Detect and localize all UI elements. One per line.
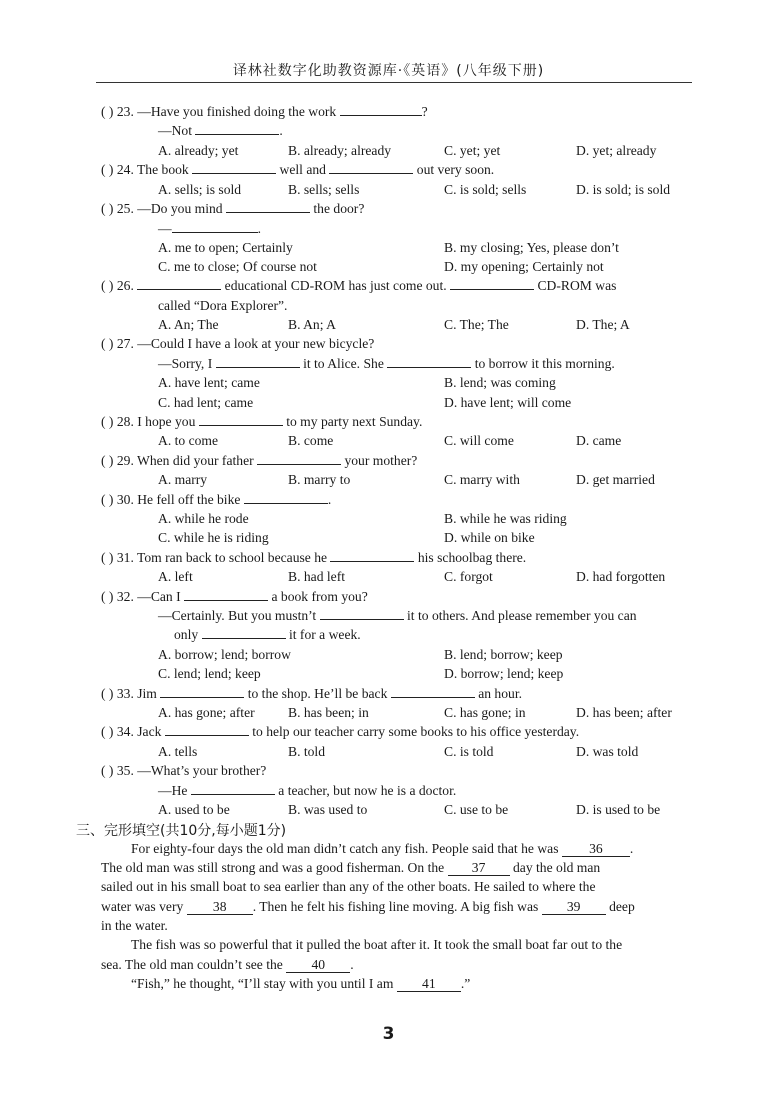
q25-option-c: C. me to close; Of course not (158, 259, 317, 274)
q24-option-a: A. sells; is sold (158, 182, 242, 197)
q35-option-b: B. was used to (288, 802, 368, 817)
q23-option-c: C. yet; yet (444, 143, 501, 158)
blank-37: 37 (448, 861, 510, 876)
q26-option-b: B. An; A (288, 317, 336, 332)
q26-line1: ( ) 26. educational CD-ROM has just come out. CD-ROM was (101, 278, 617, 293)
q26-option-c: C. The; The (444, 317, 509, 332)
q24-option-d: D. is sold; is sold (576, 182, 671, 197)
q35-line1: ( ) 35. —What’s your brother? (101, 763, 267, 778)
q31-option-d: D. had forgotten (576, 569, 666, 584)
q35-option-c: C. use to be (444, 802, 509, 817)
q30-line1: ( ) 30. He fell off the bike . (101, 492, 332, 507)
q35-line2: —He a teacher, but now he is a doctor. (158, 783, 457, 798)
q27-line2: —Sorry, I it to Alice. She to borrow it this morning. (158, 356, 615, 371)
q31-option-a: A. left (158, 569, 193, 584)
q25-option-b: B. my closing; Yes, please don’t (444, 240, 619, 255)
q34-option-b: B. told (288, 744, 326, 759)
q24-option-b: B. sells; sells (288, 182, 360, 197)
q34-option-c: C. is told (444, 744, 494, 759)
q33-option-c: C. has gone; in (444, 705, 526, 720)
q30-option-d: D. while on bike (444, 530, 535, 545)
q29-option-d: D. get married (576, 472, 655, 487)
q31-option-c: C. forgot (444, 569, 493, 584)
q26-option-a: A. An; The (158, 317, 219, 332)
section3-title: 三、完形填空(共10分,每小题1分) (76, 823, 287, 839)
q25-line2: — . (158, 221, 261, 236)
q33-option-b: B. has been; in (288, 705, 369, 720)
q24-option-c: C. is sold; sells (444, 182, 527, 197)
q27-option-b: B. lend; was coming (444, 375, 556, 390)
q27-line1: ( ) 27. —Could I have a look at your new bicycle? (101, 336, 375, 351)
header-rule (96, 82, 692, 83)
q32-line2: —Certainly. But you mustn’t it to others. And please remember you can (158, 608, 637, 623)
passage-line: “Fish,” he thought, “I’ll stay with you until I am 41 .” (131, 976, 471, 991)
passage-line: sea. The old man couldn’t see the 40 . (101, 957, 354, 972)
q23-option-d: D. yet; already (576, 143, 657, 158)
page-header: 译林社数字化助教资源库·《英语》(八年级下册) (232, 63, 545, 79)
q30-option-b: B. while he was riding (444, 511, 567, 526)
q29-line1: ( ) 29. When did your father your mother? (101, 453, 418, 468)
q23-line2: —Not . (158, 123, 283, 138)
blank-40: 40 (286, 958, 350, 973)
q25-line1: ( ) 25. —Do you mind the door? (101, 201, 365, 216)
q29-option-a: A. marry (158, 472, 208, 487)
q34-option-a: A. tells (158, 744, 198, 759)
blank-39: 39 (542, 900, 606, 915)
blank-36: 36 (562, 842, 630, 857)
q32-option-c: C. lend; lend; keep (158, 666, 261, 681)
passage-line: The fish was so powerful that it pulled the boat after it. It took the small boat far out to the (131, 937, 623, 952)
q33-option-a: A. has gone; after (158, 705, 255, 720)
blank-38: 38 (187, 900, 253, 915)
q32-line1: ( ) 32. —Can I a book from you? (101, 589, 368, 604)
page-number: 3 (382, 1024, 395, 1044)
q28-option-c: C. will come (444, 433, 514, 448)
q26-option-d: D. The; A (576, 317, 630, 332)
passage-line: For eighty-four days the old man didn’t catch any fish. People said that he was 36 . (131, 841, 634, 856)
q35-option-a: A. used to be (158, 802, 230, 817)
passage-line: sailed out in his small boat to sea earlier than any of the other boats. He sailed to where the (101, 879, 596, 894)
q30-option-c: C. while he is riding (158, 530, 269, 545)
q25-option-d: D. my opening; Certainly not (444, 259, 604, 274)
q32-option-a: A. borrow; lend; borrow (158, 647, 291, 662)
q34-option-d: D. was told (576, 744, 639, 759)
q30-option-a: A. while he rode (158, 511, 249, 526)
q25-option-a: A. me to open; Certainly (158, 240, 293, 255)
q31-line1: ( ) 31. Tom ran back to school because he his schoolbag there. (101, 550, 527, 565)
q24-line1: ( ) 24. The book well and out very soon. (101, 162, 495, 177)
q29-option-c: C. marry with (444, 472, 520, 487)
q28-option-d: D. came (576, 433, 622, 448)
q34-line1: ( ) 34. Jack to help our teacher carry some books to his office yesterday. (101, 724, 580, 739)
q28-option-b: B. come (288, 433, 334, 448)
q23-option-b: B. already; already (288, 143, 392, 158)
q32-option-d: D. borrow; lend; keep (444, 666, 564, 681)
q33-line1: ( ) 33. Jim to the shop. He’ll be back an hour. (101, 686, 522, 701)
q32-line3: only it for a week. (174, 627, 361, 642)
q23-option-a: A. already; yet (158, 143, 239, 158)
q28-option-a: A. to come (158, 433, 219, 448)
q27-option-a: A. have lent; came (158, 375, 260, 390)
q23-line1: ( ) 23. —Have you finished doing the work ? (101, 104, 428, 119)
q29-option-b: B. marry to (288, 472, 351, 487)
q31-option-b: B. had left (288, 569, 346, 584)
q27-option-c: C. had lent; came (158, 395, 254, 410)
q27-option-d: D. have lent; will come (444, 395, 572, 410)
q28-line1: ( ) 28. I hope you to my party next Sunday. (101, 414, 423, 429)
q32-option-b: B. lend; borrow; keep (444, 647, 563, 662)
passage-line: in the water. (101, 918, 168, 933)
passage-line: The old man was still strong and was a good fisherman. On the 37 day the old man (101, 860, 601, 875)
q33-option-d: D. has been; after (576, 705, 672, 720)
q35-option-d: D. is used to be (576, 802, 661, 817)
q26-line2: called “Dora Explorer”. (158, 298, 288, 313)
passage-line: water was very 38 . Then he felt his fishing line moving. A big fish was 39 deep (101, 899, 635, 914)
blank-41: 41 (397, 977, 461, 992)
